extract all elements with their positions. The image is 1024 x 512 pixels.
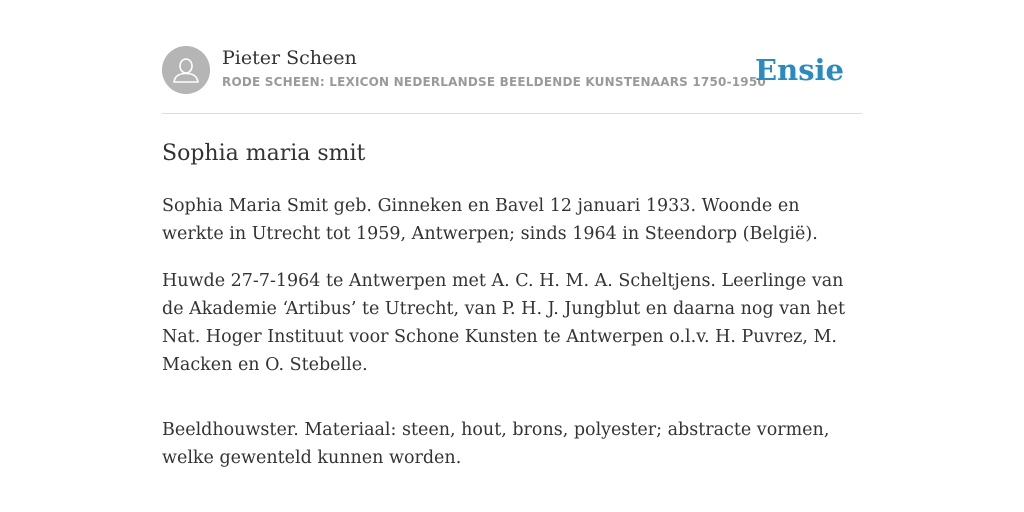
author-name[interactable]: Pieter Scheen bbox=[222, 47, 357, 69]
user-avatar-icon[interactable] bbox=[162, 46, 210, 94]
article-header bbox=[162, 46, 862, 114]
avatar-silhouette bbox=[162, 46, 210, 94]
article-title: Sophia maria smit bbox=[162, 141, 366, 166]
article-card bbox=[162, 46, 862, 491]
source-title[interactable]: RODE SCHEEN: LEXICON NEDERLANDSE BEELDENDE KUNSTENAARS 1750-1950 bbox=[222, 75, 766, 89]
article-body bbox=[162, 192, 862, 472]
article-paragraph: Huwde 27-7-1964 te Antwerpen met A. C. H. M. A. Scheltjens. Leerlinge van de Akademie ‘Artibus’ te Utrecht, van P. H. J. Jungblut en daarna nog van het Nat. Hoger Instituut voor Schone Kunsten te Antwerpen o.l.v. H. Puvrez, M. Macken en O. Stebelle. bbox=[162, 271, 846, 375]
article-paragraph: Beeldhouwster. Materiaal: steen, hout, brons, polyester; abstracte vormen, welke gewenteld kunnen worden. bbox=[162, 420, 830, 468]
article-paragraph: Sophia Maria Smit geb. Ginneken en Bavel 12 januari 1933. Woonde en werkte in Utrecht tot 1959, Antwerpen; sinds 1964 in Steendorp (België). bbox=[162, 196, 818, 244]
ensie-logo[interactable]: Ensie bbox=[755, 53, 844, 87]
